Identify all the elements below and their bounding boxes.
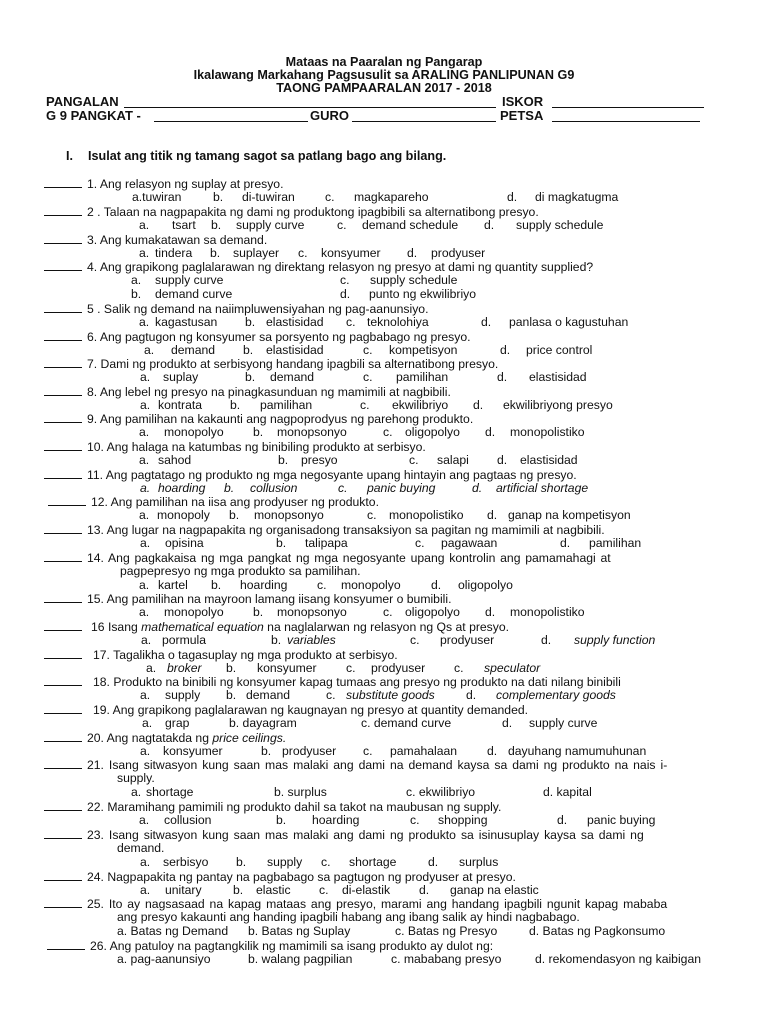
q22-option: shopping <box>438 813 488 827</box>
q20-option: konsyumer <box>163 744 223 758</box>
answer-blank-13[interactable] <box>44 523 82 534</box>
question-16: 16 Isang mathematical equation na naglalarwan ng relasyon ng Qs at presyo. <box>44 620 509 635</box>
q18-option: d. <box>466 688 477 702</box>
q20-option: b. <box>261 744 272 758</box>
q6-option: demand <box>171 343 216 357</box>
q2-option: d. <box>484 218 495 232</box>
q16-option: c. <box>410 633 420 647</box>
q15-option: c. <box>383 605 393 619</box>
answer-blank-25[interactable] <box>44 897 82 908</box>
q5-option: b. <box>245 315 256 329</box>
q4-option: d. <box>340 287 351 301</box>
answer-blank-26[interactable] <box>47 939 85 950</box>
q5-option: kagastusan <box>155 315 218 329</box>
q13-option: b. <box>276 536 287 550</box>
teacher-blank[interactable] <box>352 109 496 122</box>
q11-option: a. <box>140 481 151 495</box>
q15-option: monopolistiko <box>510 605 585 619</box>
q22-option: hoarding <box>312 813 360 827</box>
q8-option: a. <box>140 398 151 412</box>
q20-option: pamahalaan <box>390 744 458 758</box>
q9-option: oligopolyo <box>405 425 460 439</box>
q8-option: d. <box>473 398 484 412</box>
q4-option: demand curve <box>155 287 233 301</box>
q25-option: b. Batas ng Suplay <box>248 924 351 938</box>
name-label: PANGALAN <box>46 94 119 109</box>
q4-option: supply curve <box>155 273 224 287</box>
question-22: 22. Maramihang pamimili ng produkto dahil sa takot na maubusan ng supply. <box>44 800 501 815</box>
q6-option: c. <box>363 343 373 357</box>
question-20: 20. Ang nagtatakda ng price ceilings. <box>44 731 286 746</box>
q1-option: b. <box>213 190 224 204</box>
q11-option: hoarding <box>158 481 206 495</box>
q23-option: d. <box>428 855 439 869</box>
q16-option: prodyuser <box>440 633 495 647</box>
question-25: 25. Ito ay nagsasaad na kapag mataas ang presyo, marami ang handang ipagbili ngunit kapag mababa <box>44 897 667 912</box>
q7-option: b. <box>245 370 256 384</box>
q10-option: salapi <box>437 453 469 467</box>
q9-option: d. <box>485 425 496 439</box>
question-24: 24. Nagpapakita ng pantay na pagbabago sa pagtugon ng prodyuser at presyo. <box>44 870 516 885</box>
q8-option: ekwilibriyo <box>392 398 449 412</box>
q25-option: c. Batas ng Presyo <box>395 924 498 938</box>
score-label: ISKOR <box>502 94 544 109</box>
q19-option: b. dayagram <box>229 716 297 730</box>
q1-option: di-tuwiran <box>242 190 295 204</box>
answer-blank-7[interactable] <box>44 357 82 368</box>
answer-blank-8[interactable] <box>44 385 82 396</box>
answer-blank-14[interactable] <box>44 551 82 562</box>
q1-option: c. <box>325 190 335 204</box>
q18-option: a. <box>140 688 151 702</box>
q19-option: a. <box>142 716 153 730</box>
q24-option: elastic <box>256 883 291 897</box>
q23-option: b. <box>236 855 247 869</box>
q26-option: a. pag-aanunsiyo <box>117 952 211 966</box>
q5-option: teknolohiya <box>367 315 429 329</box>
answer-blank-24[interactable] <box>44 870 82 881</box>
question-3: 3. Ang kumakatawan sa demand. <box>44 233 267 248</box>
q21-option: shortage <box>146 785 194 799</box>
q2-option: c. <box>337 218 347 232</box>
q18-option: substitute goods <box>346 688 435 702</box>
q1-option: di magkatugma <box>535 190 619 204</box>
q9-option: b. <box>253 425 264 439</box>
question-1: 1. Ang relasyon ng suplay at presyo. <box>44 177 283 192</box>
q8-option: b. <box>230 398 241 412</box>
question-10: 10. Ang halaga na katumbas ng binibiling produkto at serbisyo. <box>44 440 426 455</box>
q9-option: monopolistiko <box>510 425 585 439</box>
q6-option: elastisidad <box>266 343 324 357</box>
question-21-continuation: supply. <box>117 771 155 785</box>
q12-option: b. <box>229 508 240 522</box>
question-2: 2 . Talaan na nagpapakita ng dami ng produktong ipagbibili sa alternatibong presyo. <box>44 205 539 220</box>
q7-option: pamilihan <box>396 370 449 384</box>
date-label: PETSA <box>500 108 544 123</box>
question-18: 18. Produkto na binibili ng konsyumer kapag tumaas ang presyo ng produkto na dati nilang binibili <box>44 675 621 690</box>
answer-blank-11[interactable] <box>44 468 82 479</box>
q21-option: b. surplus <box>274 785 327 799</box>
q7-option: d. <box>497 370 508 384</box>
answer-blank-6[interactable] <box>44 330 82 341</box>
question-9: 9. Ang pamilihan na kakaunti ang nagpoprodyus ng parehong produkto. <box>44 412 473 427</box>
q20-option: d. <box>487 744 498 758</box>
q13-option: c. <box>415 536 425 550</box>
answer-blank-2[interactable] <box>44 205 82 216</box>
q22-option: a. <box>139 813 150 827</box>
q25-option: a. Batas ng Demand <box>117 924 229 938</box>
q13-option: d. <box>560 536 571 550</box>
q6-option: kompetisyon <box>389 343 458 357</box>
exam-title: Ikalawang Markahang Pagsusulit sa ARALING PANLIPUNAN G9 <box>193 68 575 82</box>
q3-option: d. <box>407 246 418 260</box>
answer-blank-22[interactable] <box>44 800 82 811</box>
q21-option: c. ekwilibriyo <box>406 785 476 799</box>
q3-option: b. <box>210 246 221 260</box>
q6-option: a. <box>144 343 155 357</box>
q14-option: d. <box>431 578 442 592</box>
q16-option: a. <box>141 633 152 647</box>
q25-option: d. Batas ng Pagkonsumo <box>529 924 666 938</box>
q11-option: d. <box>472 481 483 495</box>
q12-option: c. <box>367 508 377 522</box>
q9-option: monopolyo <box>164 425 224 439</box>
answer-blank-4[interactable] <box>44 260 82 271</box>
q15-option: monopsonyo <box>277 605 347 619</box>
q7-option: demand <box>270 370 315 384</box>
q22-option: d. <box>557 813 568 827</box>
q7-option: elastisidad <box>529 370 587 384</box>
q19-option: d. <box>502 716 513 730</box>
q5-option: panlasa o kagustuhan <box>509 315 629 329</box>
q12-option: monopolistiko <box>389 508 464 522</box>
q3-option: suplayer <box>233 246 280 260</box>
q14-option: oligopolyo <box>458 578 513 592</box>
q23-option: shortage <box>349 855 397 869</box>
q18-option: demand <box>246 688 291 702</box>
q10-option: b. <box>278 453 289 467</box>
q22-option: b. <box>276 813 287 827</box>
q13-option: pagawaan <box>441 536 498 550</box>
q14-option: b. <box>211 578 222 592</box>
q15-option: b. <box>253 605 264 619</box>
date-blank[interactable] <box>552 109 700 122</box>
q11-option: collusion <box>250 481 298 495</box>
question-13: 13. Ang lugar na nagpapakita ng organisadong transaksiyon sa pagitan ng mamimili at nagbibili. <box>44 523 605 538</box>
q8-option: kontrata <box>158 398 203 412</box>
q5-option: a. <box>139 315 150 329</box>
question-21: 21. Isang sitwasyon kung saan mas malaki ang dami na demand kaysa sa dami ng produkto na nais i- <box>44 758 667 773</box>
answer-blank-23[interactable] <box>44 828 82 839</box>
answer-blank-16[interactable] <box>44 620 82 631</box>
q12-option: ganap na kompetisyon <box>508 508 631 522</box>
q16-option: supply function <box>574 633 656 647</box>
q13-option: pamilihan <box>589 536 642 550</box>
q1-option: a.tuwiran <box>132 190 182 204</box>
q3-option: prodyuser <box>431 246 486 260</box>
q6-option: price control <box>526 343 593 357</box>
q17-option: prodyuser <box>371 661 426 675</box>
q6-option: d. <box>500 343 511 357</box>
q6-option: b. <box>243 343 254 357</box>
q3-option: a. <box>139 246 150 260</box>
answer-blank-12[interactable] <box>48 495 86 506</box>
q23-option: c. <box>321 855 331 869</box>
answer-blank-3[interactable] <box>44 233 82 244</box>
q23-option: supply <box>267 855 303 869</box>
q26-option: c. mababang presyo <box>391 952 502 966</box>
q8-option: pamilihan <box>260 398 313 412</box>
score-blank[interactable] <box>552 95 704 108</box>
q26-option: b. walang pagpilian <box>248 952 353 966</box>
section-blank[interactable] <box>154 109 308 122</box>
question-6: 6. Ang pagtugon ng konsyumer sa porsyento ng pagbabago ng presyo. <box>44 330 471 345</box>
instruction-text: Isulat ang titik ng tamang sagot sa patlang bago ang bilang. <box>88 149 447 163</box>
q7-option: a. <box>140 370 151 384</box>
school-year: TAONG PAMPAARALAN 2017 - 2018 <box>276 81 492 95</box>
q20-option: dayuhang namumuhunan <box>508 744 647 758</box>
q7-option: suplay <box>163 370 199 384</box>
q2-option: supply schedule <box>516 218 604 232</box>
q2-option: demand schedule <box>362 218 459 232</box>
q12-option: monopoly <box>157 508 210 522</box>
q23-option: surplus <box>459 855 499 869</box>
q13-option: opisina <box>165 536 204 550</box>
q22-option: panic buying <box>587 813 656 827</box>
answer-blank-1[interactable] <box>44 177 82 188</box>
q14-option: monopolyo <box>341 578 401 592</box>
q18-option: c. <box>326 688 336 702</box>
q2-option: supply curve <box>236 218 305 232</box>
question-12: 12. Ang pamilihan na iisa ang prodyuser ng produkto. <box>48 495 379 510</box>
q21-option: d. kapital <box>543 785 592 799</box>
school-name: Mataas na Paaralan ng Pangarap <box>285 55 483 69</box>
q13-option: a. <box>140 536 151 550</box>
q24-option: d. <box>419 883 430 897</box>
q16-option: d. <box>541 633 552 647</box>
q16-option: pormula <box>162 633 207 647</box>
q14-option: hoarding <box>240 578 288 592</box>
q19-option: supply curve <box>529 716 598 730</box>
question-14: 14. Ang pagkakaisa ng mga pangkat ng mga negosyante upang kontrolin ang pamamahagi at <box>44 551 611 566</box>
question-25-continuation: ang presyo kakaunti ang handing ipagbili habang ang ibang salik ay hindi nagbabago. <box>117 910 580 924</box>
answer-blank-19[interactable] <box>44 703 82 714</box>
q3-option: konsyumer <box>321 246 381 260</box>
question-4: 4. Ang grapikong paglalarawan ng direktang relasyon ng presyo at dami ng quantity supplied? <box>44 260 593 275</box>
q19-option: c. demand curve <box>361 716 452 730</box>
q19-option: grap <box>165 716 190 730</box>
q11-option: artificial shortage <box>496 481 589 495</box>
q3-option: tindera <box>155 246 193 260</box>
q4-option: c. <box>340 273 350 287</box>
q2-option: a. <box>139 218 150 232</box>
q18-option: b. <box>226 688 237 702</box>
q22-option: collusion <box>164 813 212 827</box>
q9-option: a. <box>139 425 150 439</box>
question-8: 8. Ang lebel ng presyo na pinagkasunduan ng mamimili at nagbibili. <box>44 385 451 400</box>
question-23-continuation: demand. <box>117 841 165 855</box>
q17-option: konsyumer <box>257 661 317 675</box>
q17-option: b. <box>226 661 237 675</box>
answer-blank-21[interactable] <box>44 758 82 769</box>
q15-option: oligopolyo <box>405 605 460 619</box>
q24-option: ganap na elastic <box>450 883 539 897</box>
q5-option: elastisidad <box>266 315 324 329</box>
q7-option: c. <box>363 370 373 384</box>
q22-option: c. <box>410 813 420 827</box>
answer-blank-17[interactable] <box>44 648 82 659</box>
q18-option: supply <box>165 688 201 702</box>
section-label: G 9 PANGKAT - <box>46 108 141 123</box>
q11-option: c. <box>338 481 348 495</box>
question-14-continuation: pagpepresyo ng mga produkto sa pamilihan. <box>120 564 361 578</box>
q10-option: c. <box>409 453 419 467</box>
question-15: 15. Ang pamilihan na mayroon lamang iisang konsyumer o bumibili. <box>44 592 451 607</box>
q10-option: presyo <box>301 453 338 467</box>
q15-option: d. <box>485 605 496 619</box>
q10-option: sahod <box>158 453 192 467</box>
q12-option: monopsonyo <box>254 508 324 522</box>
q20-option: c. <box>363 744 373 758</box>
q15-option: monopolyo <box>164 605 224 619</box>
q4-option: supply schedule <box>370 273 458 287</box>
question-11: 11. Ang pagtatago ng produkto ng mga negosyante upang hintayin ang pagtaas ng presyo. <box>44 468 577 483</box>
q4-option: punto ng ekwilibriyo <box>369 287 477 301</box>
q4-option: b. <box>131 287 142 301</box>
q24-option: a. <box>140 883 151 897</box>
q10-option: elastisidad <box>520 453 578 467</box>
question-26: 26. Ang patuloy na pagtangkilik ng mamimili sa isang produkto ay dulot ng: <box>47 939 493 954</box>
q23-option: a. <box>140 855 151 869</box>
q24-option: b. <box>233 883 244 897</box>
q15-option: a. <box>139 605 150 619</box>
q14-option: a. <box>139 578 150 592</box>
q20-option: prodyuser <box>282 744 337 758</box>
q26-option: d. rekomendasyon ng kaibigan <box>535 952 701 966</box>
q11-option: panic buying <box>367 481 436 495</box>
q21-option: a. <box>131 785 142 799</box>
q17-option: c. <box>346 661 356 675</box>
answer-blank-20[interactable] <box>44 731 82 742</box>
q8-option: c. <box>360 398 370 412</box>
question-17: 17. Tagalikha o tagasuplay ng mga produkto at serbisyo. <box>44 648 398 663</box>
teacher-label: GURO <box>310 108 349 123</box>
q10-option: d. <box>497 453 508 467</box>
answer-blank-5[interactable] <box>44 302 82 313</box>
q1-option: d. <box>507 190 518 204</box>
q20-option: a. <box>140 744 151 758</box>
q16-option: b. <box>271 633 282 647</box>
q14-option: c. <box>317 578 327 592</box>
q4-option: a. <box>131 273 142 287</box>
q2-option: b. <box>211 218 222 232</box>
q24-option: di-elastik <box>342 883 391 897</box>
q17-option: a. <box>146 661 157 675</box>
q12-option: d. <box>487 508 498 522</box>
q11-option: b. <box>224 481 235 495</box>
answer-blank-15[interactable] <box>44 592 82 603</box>
answer-blank-18[interactable] <box>44 675 82 686</box>
q12-option: a. <box>139 508 150 522</box>
q17-option: broker <box>167 661 202 675</box>
q18-option: complementary goods <box>496 688 616 702</box>
q10-option: a. <box>139 453 150 467</box>
q8-option: ekwilibriyong presyo <box>503 398 613 412</box>
name-blank[interactable] <box>124 95 496 108</box>
q13-option: talipapa <box>305 536 348 550</box>
question-23: 23. Isang sitwasyon kung saan mas malaki ang dami ng produkto sa isinusuplay kaysa sa dami ng <box>44 828 644 843</box>
q14-option: kartel <box>158 578 188 592</box>
question-19: 19. Ang grapikong paglalarawan ng kaugnayan ng presyo at quantity demanded. <box>44 703 528 718</box>
q23-option: serbisyo <box>163 855 209 869</box>
q9-option: monopsonyo <box>277 425 347 439</box>
question-5: 5 . Salik ng demand na naiimpluwensiyahan ng pag-aanunsiyo. <box>44 302 428 317</box>
q17-option: c. <box>454 661 464 675</box>
q1-option: magkapareho <box>354 190 429 204</box>
q17-option: speculator <box>484 661 541 675</box>
q24-option: unitary <box>165 883 202 897</box>
answer-blank-10[interactable] <box>44 440 82 451</box>
q9-option: c. <box>383 425 393 439</box>
section-number: I. <box>66 149 73 163</box>
question-7: 7. Dami ng produkto at serbisyong handang ipagbili sa alternatibong presyo. <box>44 357 498 372</box>
q2-option: tsart <box>172 218 196 232</box>
answer-blank-9[interactable] <box>44 412 82 423</box>
q5-option: d. <box>481 315 492 329</box>
q3-option: c. <box>298 246 308 260</box>
q5-option: c. <box>346 315 356 329</box>
q24-option: c. <box>319 883 329 897</box>
q16-option: variables <box>287 633 336 647</box>
